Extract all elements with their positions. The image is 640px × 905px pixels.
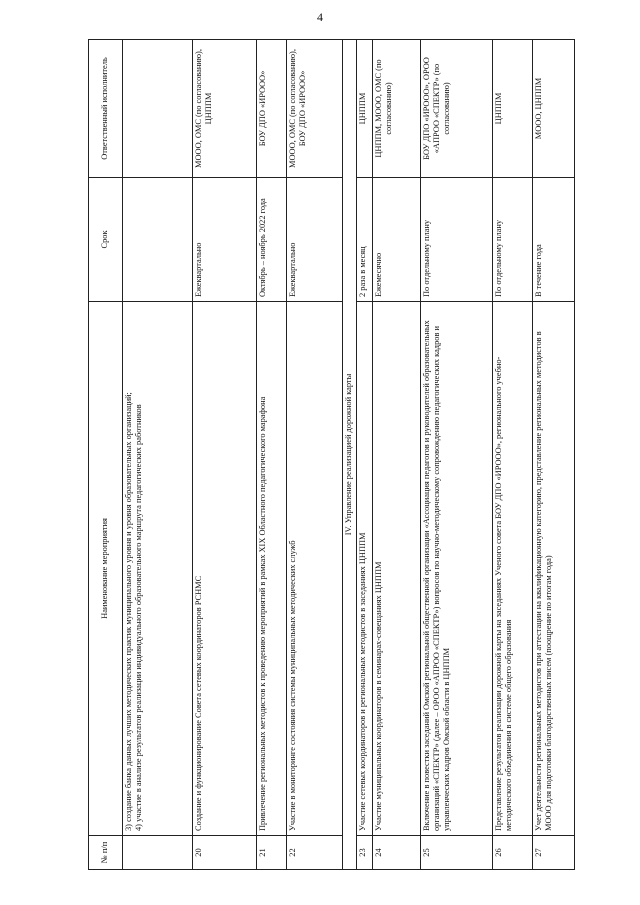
row-activity: Участие в мониторинге состояния системы муниципальных методических служб [287, 302, 343, 836]
row-executor: МООО, ОМС (по согласованию), ЦНППМ [193, 40, 257, 178]
row-number: 27 [533, 836, 575, 870]
row-number: 26 [493, 836, 533, 870]
row-activity: Участие сетевых координаторов и региональных методистов в заседаниях ЦНППМ [357, 302, 373, 836]
row-term: В течение года [533, 178, 575, 302]
row-executor [123, 40, 193, 178]
row-number: 20 [193, 836, 257, 870]
table-row [357, 40, 373, 870]
section-title: IV. Управление реализацией дорожной карты [343, 40, 357, 870]
header-number: № п/п [89, 836, 123, 870]
table-row [373, 40, 421, 870]
table-row [421, 40, 493, 870]
row-number [123, 836, 193, 870]
row-number: 22 [287, 836, 343, 870]
table-row [257, 40, 287, 870]
row-activity: Привлечение региональных методистов к проведению мероприятий в рамках XIX Областного педагогического марафона [257, 302, 287, 836]
section-row [343, 40, 357, 870]
row-activity [123, 302, 193, 836]
row-term: Ежеквартально [287, 178, 343, 302]
row-term: Октябрь – ноябрь 2022 года [257, 178, 287, 302]
row-term: 2 раза в месяц [357, 178, 373, 302]
row-executor: ЦНППМ [357, 40, 373, 178]
row-number: 21 [257, 836, 287, 870]
row-executor: БОУ ДПО «ИРООО», ОРОО «АПРОО «СПЕКТР» (по согласованию) [421, 40, 493, 178]
row-number: 23 [357, 836, 373, 870]
row-activity: Участие муниципальных координаторов в семинарах-совещаниях ЦНППМ [373, 302, 421, 836]
plan-table [88, 39, 575, 870]
row-executor: МООО, ОМС (по согласованию), БОУ ДПО «ИРООО» [287, 40, 343, 178]
row-number: 25 [421, 836, 493, 870]
row-term: Ежемесячно [373, 178, 421, 302]
row-number: 24 [373, 836, 421, 870]
row-activity: Включение в повестки заседаний Омской региональной общественной организации «Ассоциация педагогов и руководителей образовательных организаций «СПЕКТР» (далее – ОРОО «АПРОО «СПЕКТР») вопросов по научно-методическому сопровождению педагогических кадров и управленческих кадров Омской области в ЦНППМ [421, 302, 493, 836]
row-executor: МООО, ЦНППМ [533, 40, 575, 178]
row-term: Ежеквартально [193, 178, 257, 302]
table-row [493, 40, 533, 870]
rotated-table-wrapper [88, 40, 554, 870]
row-activity: Создание и функционирование Совета сетевых координаторов РСНМС [193, 302, 257, 836]
table-row-continuation [123, 40, 193, 870]
row-executor: БОУ ДПО «ИРООО» [257, 40, 287, 178]
row-executor: ЦНППМ, МООО, ОМС (по согласованию) [373, 40, 421, 178]
table-row [193, 40, 257, 870]
table-row [287, 40, 343, 870]
row-term: По отдельному плану [421, 178, 493, 302]
activity-line: 4) участие в анализе результатов реализации индивидуального образовательного маршрута педагогических работников [134, 404, 144, 831]
activity-line: 3) создание банка данных лучших методических практик муниципального уровня и уровня образовательных организаций; [124, 392, 133, 831]
row-activity: Представление результатов реализации дорожной карты на заседаниях Ученого совета БОУ ДПО «ИРООО», регионального учебно-методического объединения в системе общего образования [493, 302, 533, 836]
header-executor: Ответственный исполнитель [89, 40, 123, 178]
table-header-row [89, 40, 123, 870]
row-term [123, 178, 193, 302]
header-activity: Наименование мероприятия [89, 302, 123, 836]
row-executor: ЦНППМ [493, 40, 533, 178]
table-row [533, 40, 575, 870]
header-term: Срок [89, 178, 123, 302]
row-term: По отдельному плану [493, 178, 533, 302]
page-number: 4 [317, 10, 323, 24]
row-activity: Учет деятельности региональных методистов при аттестации на квалификационную категорию, представление региональных методистов в МООО для подготовки благодарственных писем (поощрение по итогам года) [533, 302, 575, 836]
